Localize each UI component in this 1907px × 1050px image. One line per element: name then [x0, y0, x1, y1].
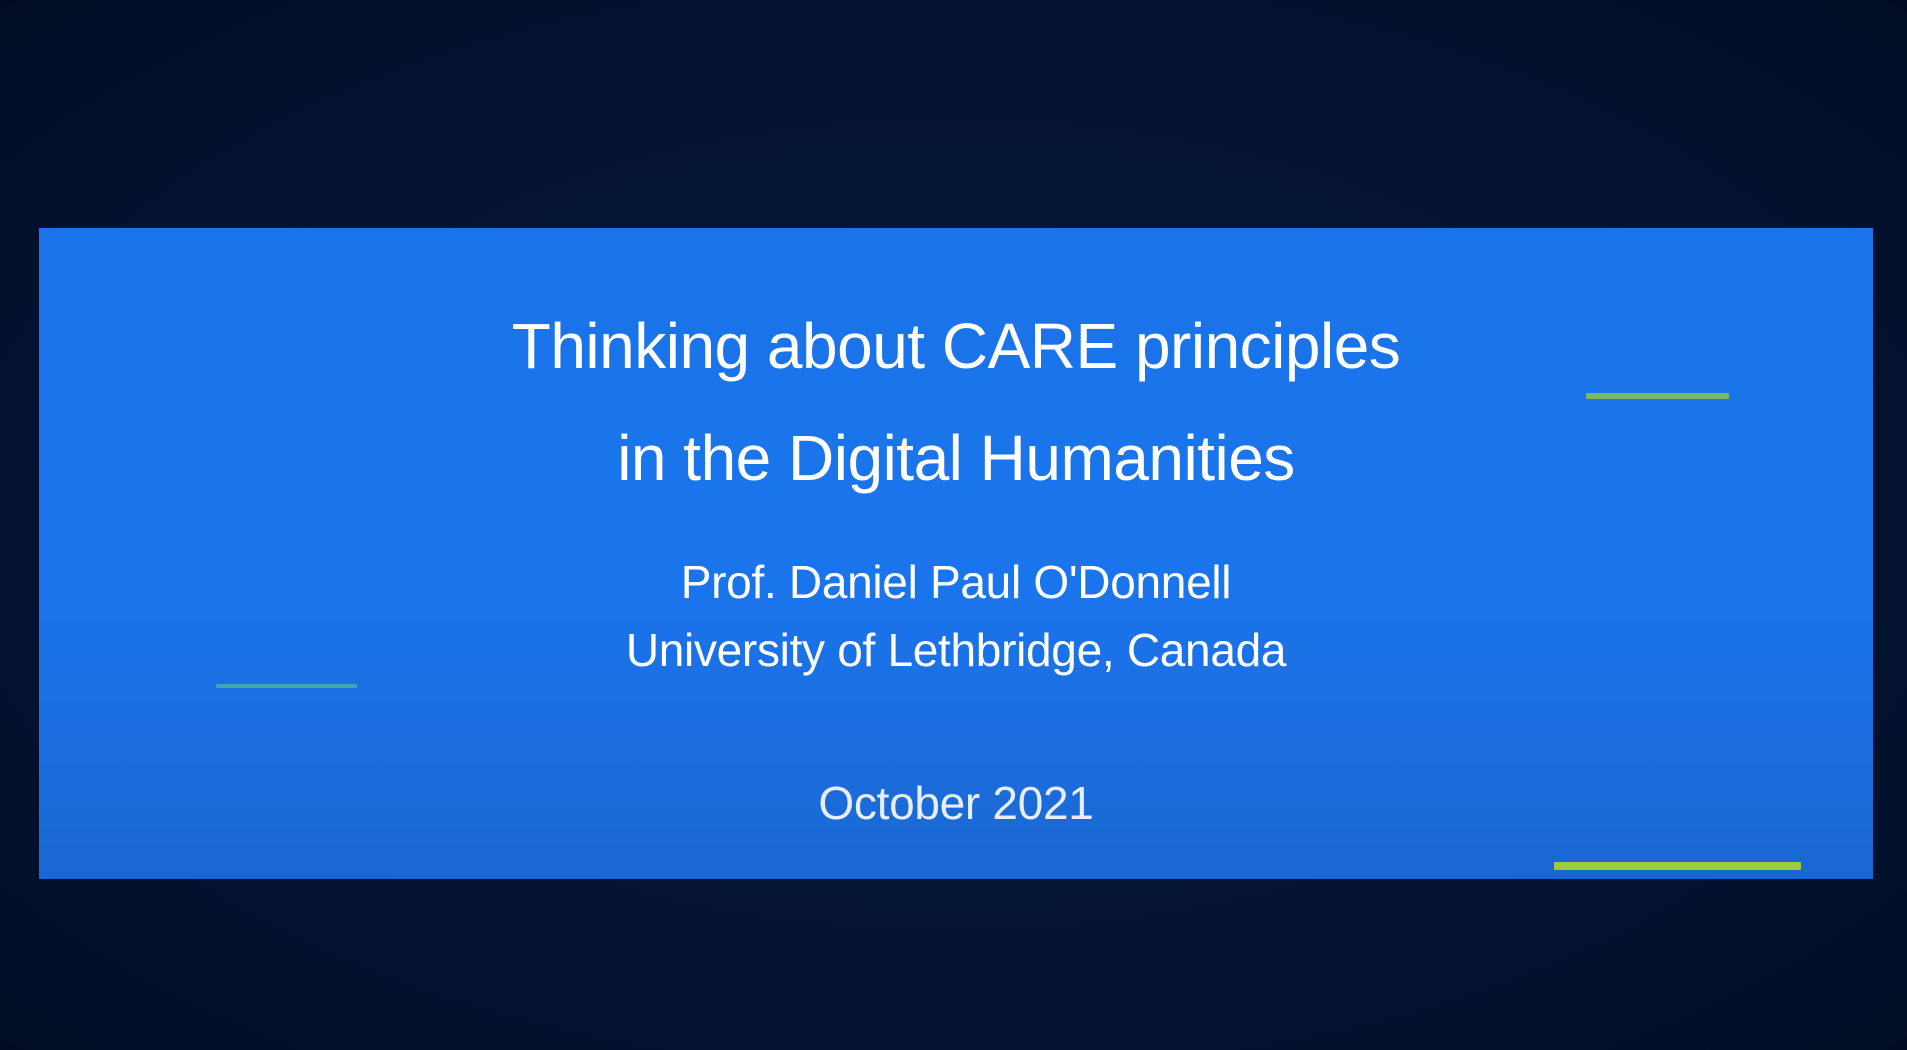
- accent-line-bottom-right: [1554, 862, 1801, 870]
- title-slide: [39, 228, 1873, 879]
- author-name: Prof. Daniel Paul O'Donnell: [680, 556, 1232, 608]
- presentation-date: October 2021: [818, 777, 1094, 829]
- author-affiliation: University of Lethbridge, Canada: [625, 624, 1287, 676]
- slide-title: [39, 290, 1873, 514]
- slide-title-line-2: in the Digital Humanities: [617, 422, 1295, 494]
- author-block: [39, 548, 1873, 684]
- accent-line-left: [216, 684, 357, 688]
- slide-title-line-1: Thinking about CARE principles: [511, 310, 1401, 382]
